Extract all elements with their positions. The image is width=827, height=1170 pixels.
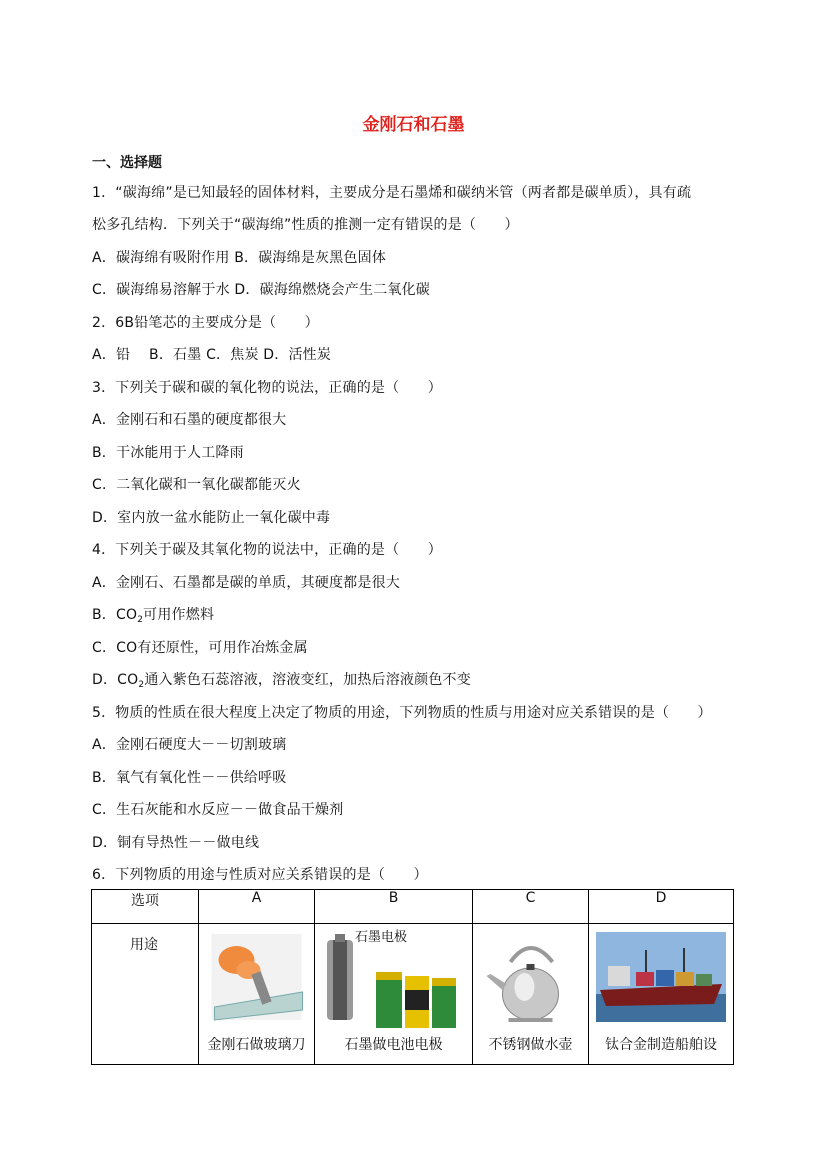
option-a-cell — [199, 924, 315, 1065]
battery-label: 石墨电极 — [355, 930, 408, 945]
q4-option-d: D．$CO_2$通入紫色石蕊溶液，溶液变红，加热后溶液颜色不变 — [92, 672, 471, 690]
row-label-cell — [92, 924, 199, 1065]
section-heading: 一、选择题 — [92, 155, 162, 171]
table-header-cell: 选项 — [92, 890, 199, 924]
q3-option-c: C．二氧化碳和一氧化碳都能灭火 — [92, 477, 301, 493]
battery-image — [321, 932, 466, 1022]
option-b-cell — [315, 924, 473, 1065]
caption-a: 金刚石做玻璃刀 — [207, 1037, 306, 1053]
q5-option-d: D．铜有导热性－－做电线 — [92, 835, 260, 851]
q1-options-cd: C．碳海绵易溶解于水 D．碳海绵燃烧会产生二氧化碳 — [92, 282, 431, 298]
q4-option-a: A．金刚石、石墨都是碳的单质，其硬度都是很大 — [92, 575, 400, 591]
option-d-cell — [589, 924, 734, 1065]
q5-stem: 5．物质的性质在很大程度上决定了物质的用途，下列物质的性质与用途对应关系错误的是（ ） — [92, 705, 712, 721]
table-header-cell: A — [199, 890, 315, 924]
q2-options: A．铅 B．石墨 C．焦炭 D．活性炭 — [92, 347, 332, 363]
q4-option-c: C．CO有还原性，可用作冶炼金属 — [92, 640, 308, 656]
ship-image — [595, 932, 727, 1022]
row-label: 用途 — [130, 937, 158, 953]
table-header-row — [92, 890, 734, 924]
caption-d: 钛合金制造船舶设 — [605, 1037, 717, 1053]
q5-option-c: C．生石灰能和水反应－－做食品干燥剂 — [92, 802, 344, 818]
table-header-cell: B — [315, 890, 473, 924]
q5-option-a: A．金刚石硬度大－－切割玻璃 — [92, 737, 287, 753]
table-use-row — [92, 924, 734, 1065]
caption-c: 不锈钢做水壶 — [488, 1037, 573, 1053]
caption-b: 石墨做电池电极 — [344, 1037, 443, 1053]
q3-option-d: D．室内放一盆水能防止一氧化碳中毒 — [92, 510, 331, 526]
q6-stem: 6．下列物质的用途与性质对应关系错误的是（ ） — [92, 867, 428, 883]
glass-cutter-image — [205, 932, 308, 1022]
kettle-image — [479, 932, 582, 1022]
page-title: 金刚石和石墨 — [362, 115, 465, 135]
option-c-cell — [473, 924, 589, 1065]
q1-stem-line1: 1．“碳海绵”是已知最轻的固体材料，主要成分是石墨烯和碳纳米管（两者都是碳单质），具有疏 — [92, 185, 692, 201]
q1-options-ab: A．碳海绵有吸附作用 B．碳海绵是灰黑色固体 — [92, 250, 387, 266]
q2-stem: 2．6B铅笔芯的主要成分是（ ） — [92, 315, 319, 331]
q3-stem: 3．下列关于碳和碳的氧化物的说法，正确的是（ ） — [92, 380, 442, 396]
table-header-cell: D — [589, 890, 734, 924]
table-header-cell: C — [473, 890, 589, 924]
q4-stem: 4．下列关于碳及其氧化物的说法中，正确的是（ ） — [92, 542, 442, 558]
q5-option-b: B．氧气有氧化性－－供给呼吸 — [92, 770, 287, 786]
q4-option-b: B．$CO_2$可用作燃料 — [92, 607, 215, 625]
q6-options-table — [91, 889, 734, 1065]
q3-option-a: A．金刚石和石墨的硬度都很大 — [92, 412, 287, 428]
q3-option-b: B．干冰能用于人工降雨 — [92, 445, 244, 461]
q1-stem-line2: 松多孔结构．下列关于“碳海绵”性质的推测一定有错误的是（ ） — [92, 217, 519, 233]
